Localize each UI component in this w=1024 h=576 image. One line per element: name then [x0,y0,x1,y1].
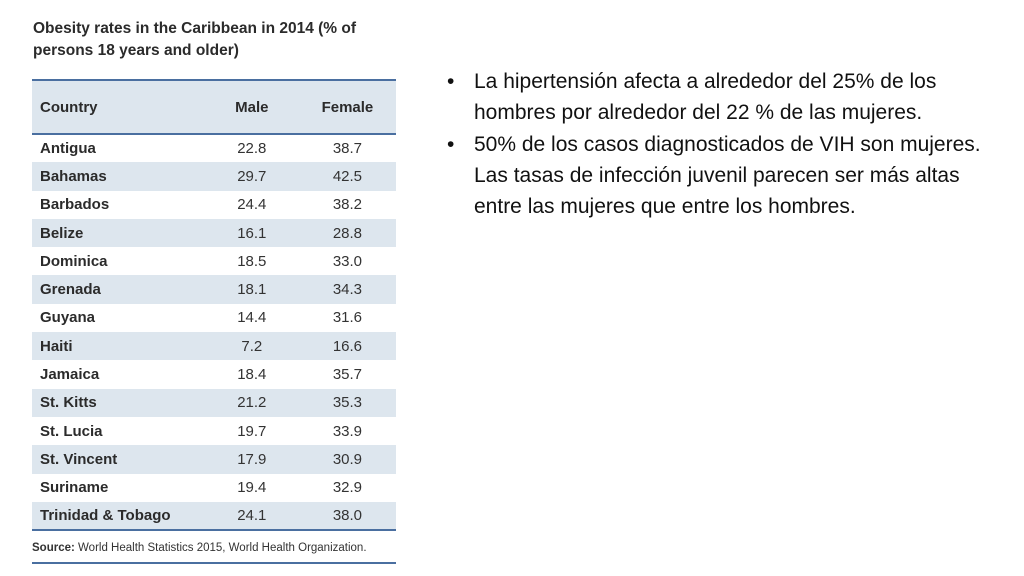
cell-country: Grenada [40,281,101,299]
cell-female: 38.0 [332,507,363,524]
cell-female: 35.3 [332,394,363,412]
table-row [32,360,396,388]
cell-female: 28.8 [332,224,363,242]
cell-country: Trinidad & Tobago [40,507,171,524]
bullet-text: La hipertensión afecta a alrededor del 25% de los hombres por alrededor del 22 % de las mujeres. [474,70,937,124]
cell-male: 7.2 [241,337,263,355]
table-row [32,275,396,303]
cell-female: 31.6 [332,309,363,327]
source-text: World Health Statistics 2015, World Health Organization. [78,542,367,554]
cell-male: 22.8 [237,140,267,158]
cell-country: Guyana [40,309,96,327]
cell-country: St. Lucia [40,422,103,440]
bullet-text: 50% de los casos diagnosticados de VIH son mujeres. Las tasas de infección juvenil parecen ser más altas entre las mujeres que entre los hombres. [474,133,981,218]
bullet-item [445,129,1010,222]
cell-female: 32.9 [332,479,363,497]
cell-female: 42.5 [332,167,363,185]
table-row [32,162,396,190]
table-row [32,332,396,360]
cell-female: 34.3 [332,281,363,299]
table-row [32,219,396,247]
cell-female: 30.9 [332,450,363,468]
cell-country: Bahamas [40,167,107,185]
cell-female: 16.6 [332,337,363,355]
table-row [32,191,396,219]
table-row [32,445,396,473]
bullet-dot-icon: • [447,70,455,93]
table-header-row [32,80,396,134]
cell-male: 16.1 [237,224,267,242]
cell-male: 17.9 [237,450,267,468]
cell-male: 18.1 [237,281,267,299]
header-female: Female [321,98,374,116]
table-row [32,247,396,275]
table-row [32,134,396,162]
header-male: Male [235,98,269,116]
table-row [32,389,396,417]
cell-female: 35.7 [332,366,363,384]
source-note [32,542,396,564]
cell-country: Haiti [40,337,73,355]
table-row [32,417,396,445]
cell-female: 33.9 [332,422,363,440]
table-row [32,502,396,530]
cell-female: 33.0 [332,252,363,270]
obesity-table [32,79,396,531]
table-body [32,134,396,530]
cell-male: 18.5 [237,252,267,270]
cell-male: 29.7 [237,167,267,185]
cell-male: 24.4 [237,196,267,214]
cell-male: 19.4 [237,479,267,497]
cell-country: Suriname [40,479,109,497]
cell-country: St. Kitts [40,394,97,412]
table-row [32,474,396,502]
cell-male: 14.4 [237,309,267,327]
bullet-dot-icon: • [447,133,455,156]
table-row [32,304,396,332]
cell-country: Jamaica [40,366,100,384]
cell-male: 19.7 [237,422,267,440]
cell-male: 24.1 [237,507,267,524]
cell-country: Dominica [40,252,108,270]
cell-male: 21.2 [237,394,267,412]
cell-female: 38.2 [332,196,363,214]
cell-country: St. Vincent [40,450,118,468]
table-title: Obesity rates in the Caribbean in 2014 (% of persons 18 years and older) [33,20,357,59]
source-label: Source: [32,542,75,554]
cell-country: Belize [40,224,84,242]
header-country: Country [40,98,98,116]
bullet-list [445,66,1010,223]
cell-female: 38.7 [332,140,363,158]
cell-country: Barbados [40,196,110,214]
bullet-item [445,66,1010,128]
cell-country: Antigua [40,140,96,158]
cell-male: 18.4 [237,366,267,384]
